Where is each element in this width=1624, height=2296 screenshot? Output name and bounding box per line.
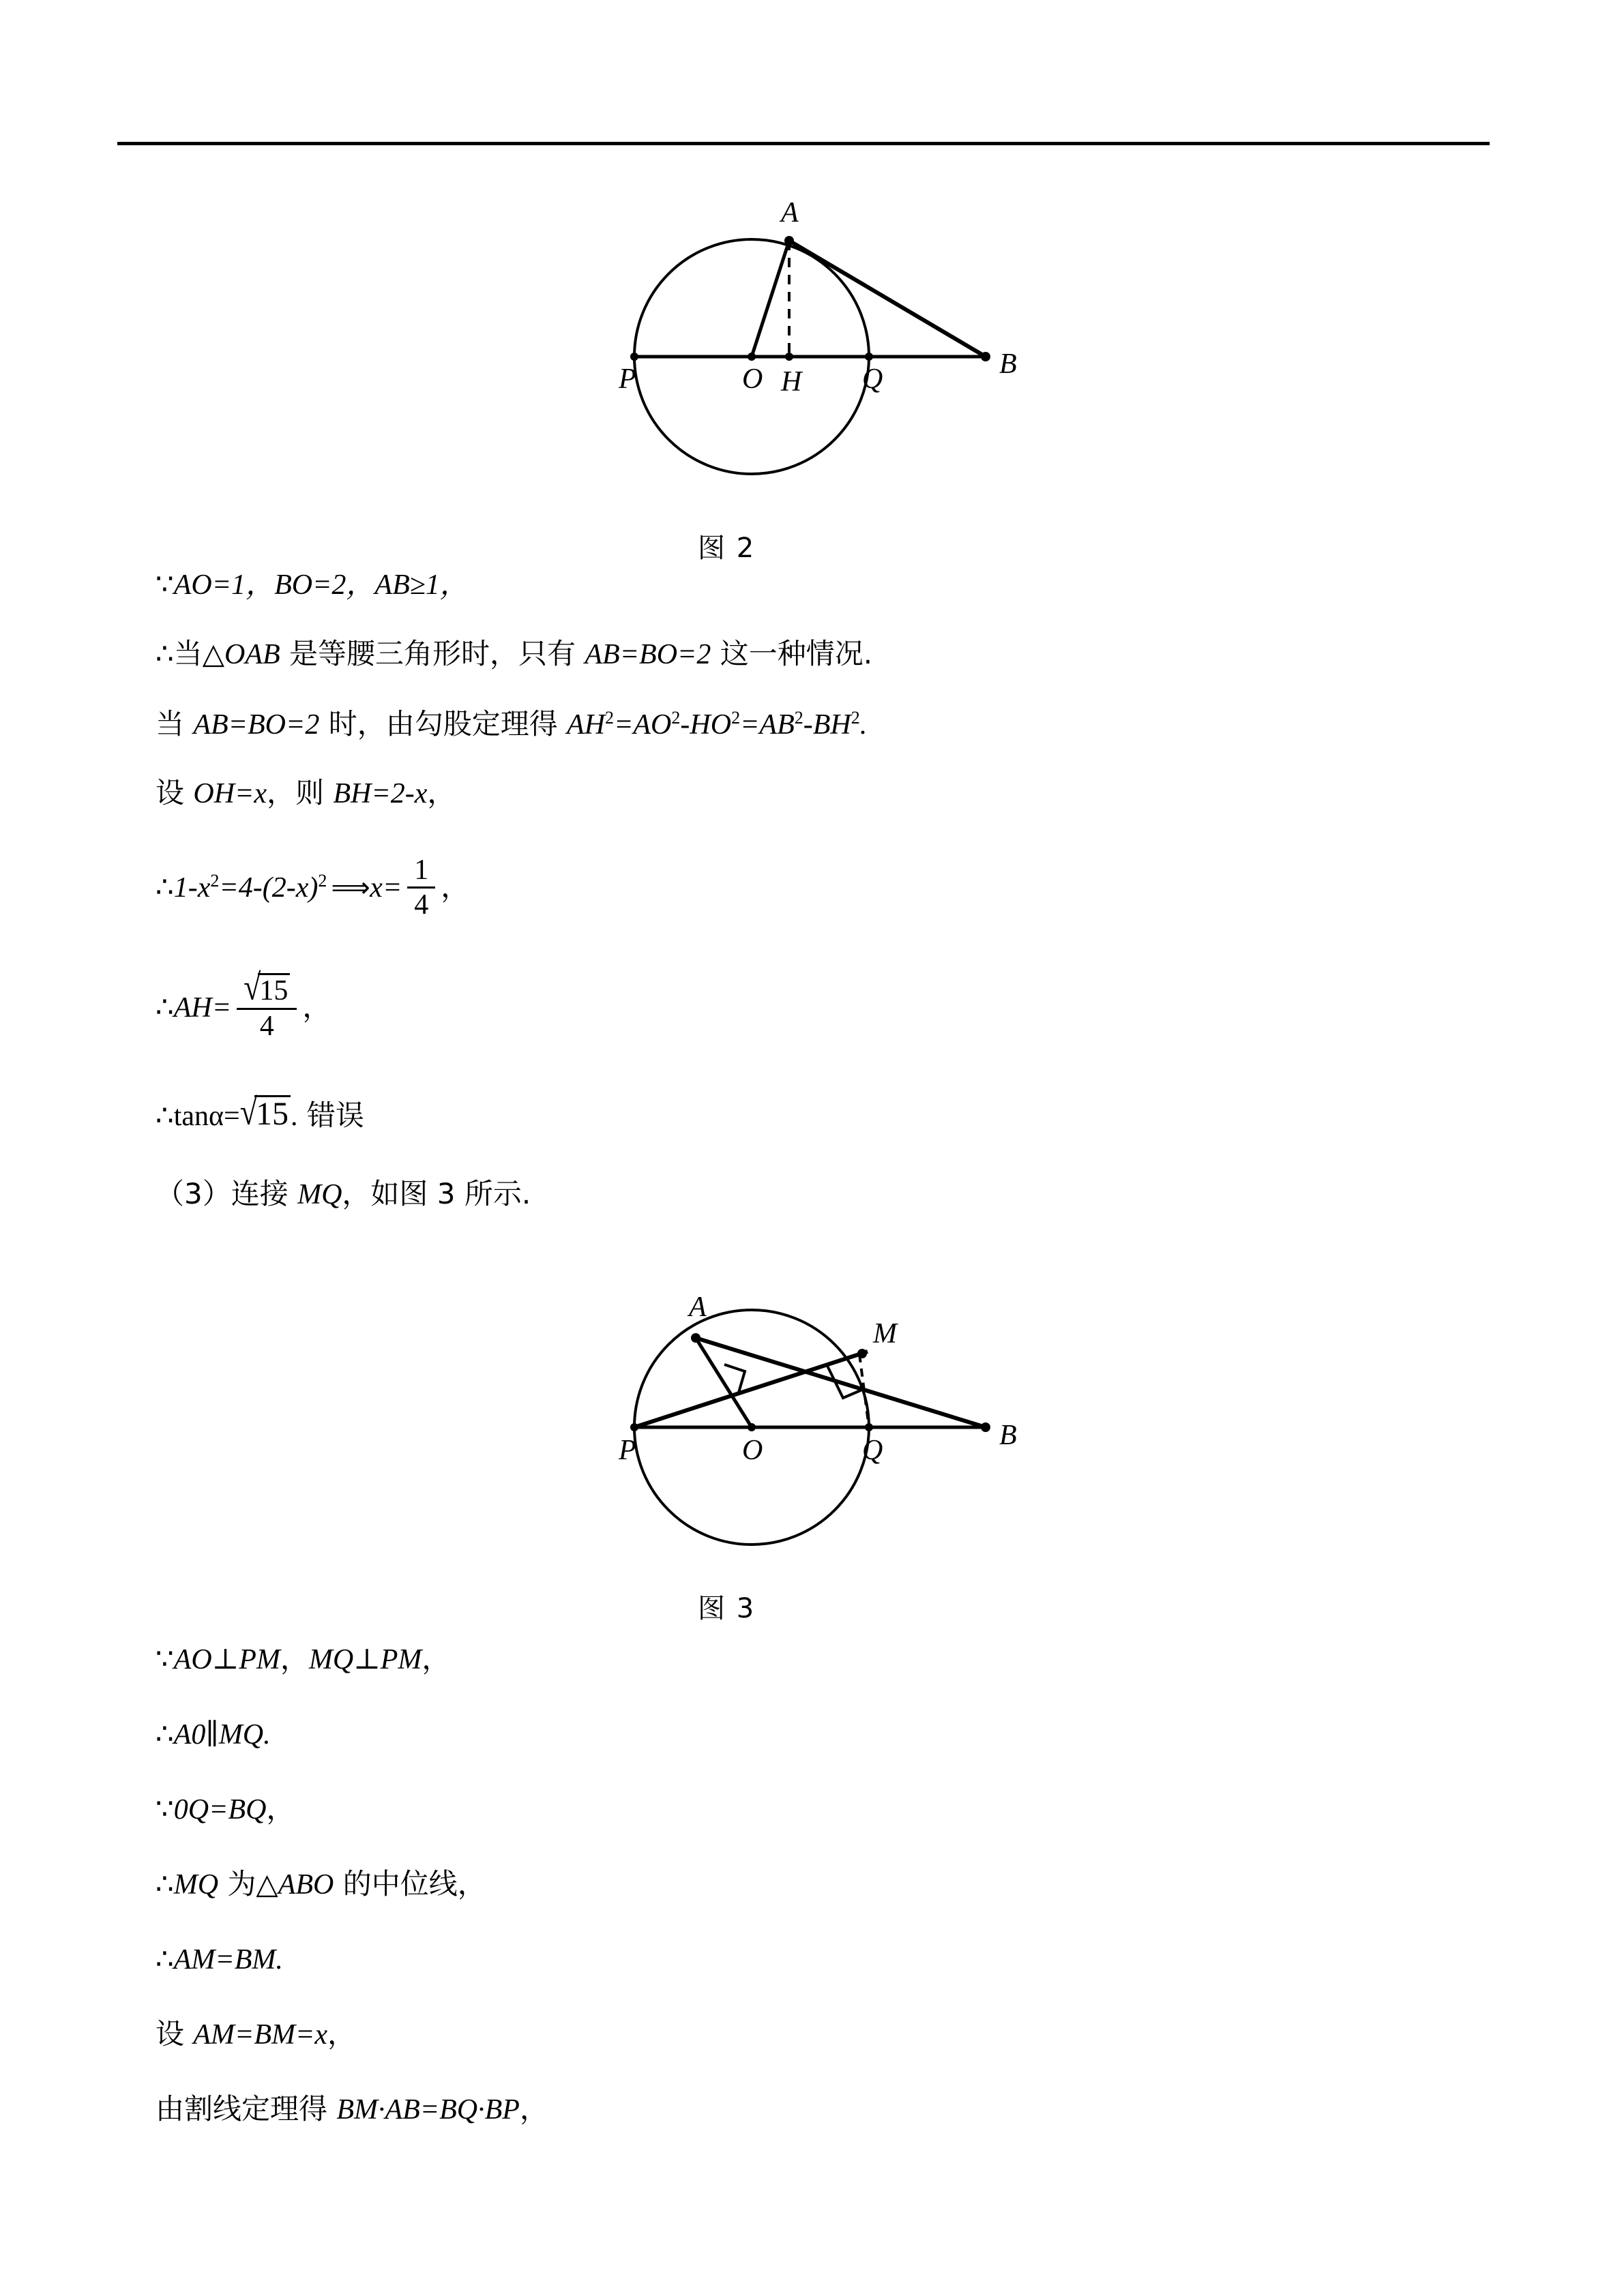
radicand-2: 15 [254, 1095, 291, 1131]
text-line-8 [156, 1177, 531, 1210]
therefore-symbol-12: ∴ [156, 1867, 174, 1900]
fraction-sqrt15-over-4 [237, 966, 297, 1043]
text-l5-lhs: 1-x [173, 872, 211, 904]
text-line-3 [156, 709, 867, 739]
text-l3-abbo: AB=BO=2 [193, 709, 320, 741]
segment-AB [789, 241, 986, 357]
figure-3-label-Q: Q [862, 1435, 883, 1466]
text-l3-ah: AH [567, 709, 606, 741]
because-symbol-9: ∵ [156, 1642, 174, 1675]
text-l3-ho: -HO [680, 709, 732, 741]
text-l3-a: 当 [156, 707, 194, 741]
text-l1-ab: AB≥1， [374, 569, 469, 601]
text-l6-comma: ， [302, 990, 331, 1024]
text-l4-bh: BH=2-x [333, 778, 428, 809]
text-l12-abo: ABO [278, 1869, 334, 1900]
sup-6: 2 [210, 871, 220, 891]
text-l5-xeq: x= [370, 872, 402, 904]
sup-2: 2 [671, 708, 681, 728]
figure-3-label-A: A [689, 1292, 707, 1323]
text-l4-e: ， [427, 776, 456, 809]
text-l11-b: ， [266, 1792, 295, 1825]
therefore-symbol-2: ∴ [156, 637, 174, 670]
text-l14-ambmx: AM=BM=x [193, 2019, 327, 2051]
because-symbol: ∵ [156, 567, 174, 601]
figure-3-caption: 图 3 [698, 1593, 756, 1624]
therefore-symbol-6: ∴ [156, 990, 174, 1024]
text-line-7-equation [156, 1091, 364, 1133]
text-l9-aopm: AO⊥PM [173, 1644, 280, 1675]
fraction-denominator: 4 [414, 889, 429, 921]
sup-3: 2 [731, 708, 741, 728]
text-l4-a: 设 [156, 776, 194, 809]
text-l8-c: ，如图 3 所示. [342, 1177, 531, 1210]
text-l12-b: 为△ [218, 1867, 278, 1900]
text-l2-oab: OAB [224, 639, 280, 670]
fraction-numerator: 1 [407, 855, 435, 889]
text-l14-c: ， [327, 2017, 356, 2051]
text-l1-ao: AO=1， [173, 569, 275, 601]
radical-sign: √ [243, 966, 261, 1008]
text-l7-wrong: 错误 [297, 1099, 364, 1132]
figure-2-label-O: O [742, 363, 763, 395]
segment-AO [752, 241, 789, 357]
text-line-1 [156, 567, 469, 601]
text-l1-bo: BO=2， [274, 569, 375, 601]
radicand: 15 [258, 973, 290, 1006]
point-H [785, 353, 793, 361]
sup-7: 2 [318, 871, 327, 891]
text-l5-rhs: =4-(2-x) [219, 872, 319, 904]
point-P [630, 353, 638, 361]
text-l7-tan: tanα= [173, 1101, 240, 1132]
text-l2-c: 是等腰三角形时，只有 [280, 637, 585, 670]
point-Q-fig3 [865, 1423, 873, 1431]
fraction-numerator-sqrt [237, 966, 297, 1010]
text-l13-period: . [276, 1944, 283, 1976]
text-l3-c: 时，由勾股定理得 [319, 707, 567, 741]
figure-2-caption: 图 2 [698, 533, 756, 564]
text-line-2 [156, 637, 873, 670]
text-l2-a: 当△ [173, 637, 225, 670]
text-line-4 [156, 776, 456, 809]
point-P-fig3 [630, 1423, 638, 1431]
text-l10-period: . [263, 1719, 271, 1750]
text-l7-period: . [291, 1101, 298, 1132]
text-line-10 [156, 1717, 271, 1750]
text-l6-ah: AH= [173, 992, 232, 1024]
sup-5: 2 [851, 708, 860, 728]
because-symbol-11: ∵ [156, 1792, 174, 1825]
figure-3-svg [573, 1251, 1064, 1572]
text-l11-oqbq: 0Q=BQ [173, 1794, 267, 1825]
figure-2-diagram [573, 184, 1064, 511]
text-l2-e: 这一种情况. [711, 637, 873, 670]
text-l5-comma: ， [441, 870, 470, 904]
figure-3-label-P: P [619, 1435, 636, 1466]
fraction-denominator-4: 4 [259, 1011, 274, 1043]
text-l4-c: ，则 [267, 776, 334, 809]
segment-PM [634, 1352, 868, 1427]
text-l8-a: （3）连接 [156, 1177, 298, 1210]
text-l3-eq-ao: = [614, 709, 634, 741]
point-A-fig3 [691, 1333, 700, 1343]
text-line-11 [156, 1792, 295, 1825]
text-l9-d: ， [422, 1642, 451, 1675]
figure-2-label-P: P [619, 363, 636, 395]
text-l12-mq: MQ [173, 1869, 219, 1900]
text-l8-mq: MQ [297, 1179, 342, 1210]
text-l15-c: ， [519, 2092, 548, 2126]
figure-2-label-A: A [781, 197, 799, 228]
text-l3-ao: AO [633, 709, 672, 741]
text-l14-a: 设 [156, 2017, 194, 2051]
text-l3-bh: -BH [803, 709, 851, 741]
figure-2-label-B: B [999, 348, 1017, 380]
text-l2-abbo: AB=BO=2 [585, 639, 711, 670]
point-A [784, 236, 794, 245]
therefore-symbol-7: ∴ [156, 1099, 174, 1132]
header-divider-rule [117, 142, 1490, 145]
text-l9-mqpm: MQ⊥PM [308, 1644, 422, 1675]
figure-3-label-O: O [742, 1435, 763, 1466]
text-l9-b: ， [280, 1642, 309, 1675]
text-line-12 [156, 1867, 486, 1900]
text-line-9 [156, 1642, 451, 1675]
therefore-symbol-10: ∴ [156, 1717, 174, 1750]
square-root-icon [243, 966, 290, 1008]
text-l4-oh: OH=x [193, 778, 267, 809]
figure-2-label-H: H [781, 366, 802, 398]
therefore-symbol-5: ∴ [156, 870, 174, 904]
figure-3-label-B: B [999, 1420, 1017, 1451]
sup-4: 2 [794, 708, 803, 728]
text-line-14 [156, 2017, 356, 2051]
figure-2-label-Q: Q [862, 363, 883, 395]
figure-2-svg [573, 184, 1064, 511]
text-line-15 [156, 2092, 548, 2126]
square-root-icon-2 [239, 1091, 291, 1133]
implies-arrow-icon: ⟹ [331, 872, 369, 904]
sup-1: 2 [605, 708, 615, 728]
text-l3-ab: =AB [740, 709, 795, 741]
text-l15-secant-eq: BM·AB=BQ·BP [336, 2094, 520, 2126]
point-B-fig3 [981, 1422, 990, 1432]
point-M-fig3 [857, 1349, 867, 1358]
point-O-fig3 [748, 1423, 756, 1431]
point-B [981, 352, 990, 361]
text-l12-d: 的中位线， [334, 1867, 486, 1900]
fraction-one-quarter [407, 855, 435, 920]
figure-3-diagram [573, 1251, 1064, 1572]
figure-3-label-M: M [873, 1318, 897, 1350]
text-l15-a: 由割线定理得 [156, 2092, 337, 2126]
text-l3-period: . [859, 709, 868, 741]
point-Q [865, 353, 873, 361]
text-l10-parallel: A0∥MQ [173, 1719, 264, 1750]
point-O [748, 353, 756, 361]
text-line-5-equation [156, 856, 469, 921]
text-l13-ambm: AM=BM [173, 1944, 276, 1976]
therefore-symbol-13: ∴ [156, 1942, 174, 1976]
radical-sign-2: √ [239, 1091, 257, 1133]
text-line-13 [156, 1942, 283, 1976]
text-line-6-equation [156, 966, 331, 1043]
